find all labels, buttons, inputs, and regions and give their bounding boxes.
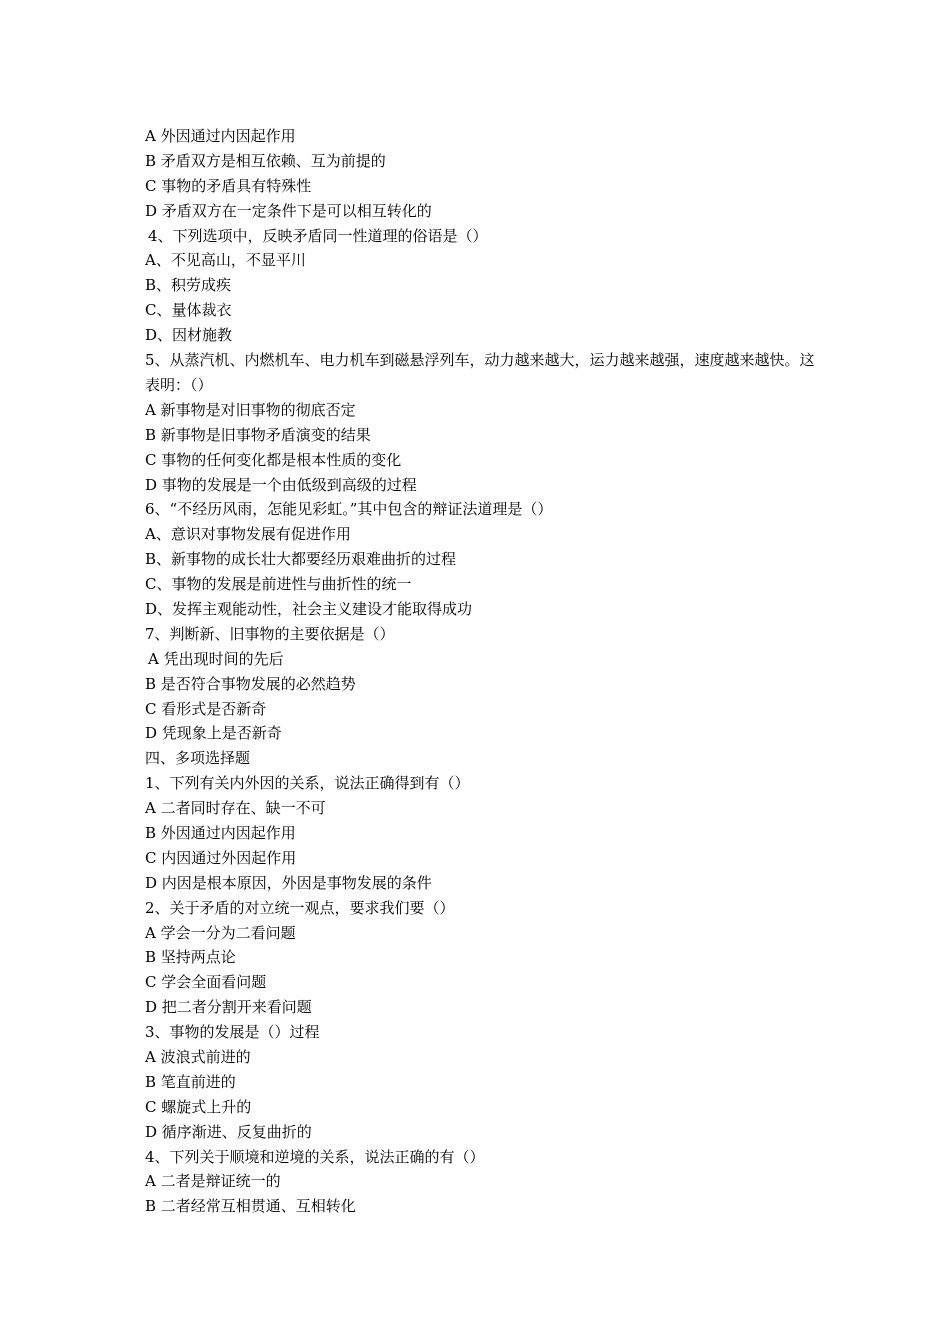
option-line: A 波浪式前进的	[145, 1047, 251, 1066]
option-line: D 凭现象上是否新奇	[145, 724, 282, 743]
option-line: A 外因通过内因起作用	[145, 127, 296, 145]
option-line: A 学会一分为二看问题	[145, 923, 296, 942]
option-line: C 看形式是否新奇	[145, 699, 267, 718]
question-line: 2、关于矛盾的对立统一观点，要求我们要（）	[145, 898, 455, 917]
option-line: D 循序渐进、反复曲折的	[145, 1122, 312, 1141]
option-line: B 坚持两点论	[145, 948, 236, 967]
option-line: B、新事物的成长壮大都要经历艰难曲折的过程	[145, 550, 457, 569]
section-heading: 四、多项选择题	[145, 749, 251, 768]
option-line: C 事物的任何变化都是根本性质的变化	[145, 450, 402, 469]
option-line: D 矛盾双方在一定条件下是可以相互转化的	[145, 201, 432, 220]
option-line: A 凭出现时间的先后	[148, 649, 284, 668]
option-line: A、不见高山，不显平川	[145, 251, 306, 270]
question-line: 3、事物的发展是（）过程	[145, 1023, 320, 1042]
option-line: C、事物的发展是前进性与曲折性的统一	[145, 575, 412, 594]
option-line: D 内因是根本原因，外因是事物发展的条件	[145, 873, 432, 892]
option-line: B 外因通过内因起作用	[145, 823, 296, 842]
question-line: 4、下列选项中，反映矛盾同一性道理的俗语是（）	[148, 226, 488, 245]
question-line: 7、判断新、旧事物的主要依据是（）	[145, 624, 395, 643]
option-line: A 二者同时存在、缺一不可	[145, 799, 326, 818]
question-line: 4、下列关于顺境和逆境的关系，说法正确的有（）	[145, 1147, 485, 1166]
option-line: C、量体裁衣	[145, 301, 232, 320]
option-line: C 内因通过外因起作用	[145, 848, 297, 867]
option-line: B 矛盾双方是相互依赖、互为前提的	[145, 151, 386, 170]
option-line: B 新事物是旧事物矛盾演变的结果	[145, 425, 371, 444]
option-line: A、意识对事物发展有促进作用	[145, 525, 351, 544]
question-line: 1、下列有关内外因的关系，说法正确得到有（）	[145, 774, 470, 793]
option-line: A 新事物是对旧事物的彻底否定	[145, 400, 356, 419]
option-line: B 笔直前进的	[145, 1072, 236, 1091]
option-line: B 是否符合事物发展的必然趋势	[145, 674, 356, 693]
option-line: D、因材施教	[145, 326, 233, 345]
document-body	[145, 124, 815, 1219]
option-line: B 二者经常互相贯通、互相转化	[145, 1197, 356, 1216]
option-line: A 二者是辩证统一的	[145, 1172, 281, 1191]
option-line: D 把二者分割开来看问题	[145, 998, 312, 1017]
option-line: D、发挥主观能动性，社会主义建设才能取得成功	[145, 599, 473, 618]
question-line: 6、“不经历风雨，怎能见彩虹。”其中包含的辩证法道理是（）	[145, 500, 553, 519]
question-line: 5、从蒸汽机、内燃机车、电力机车到磁悬浮列车，动力越来越大，运力越来越强，速度越来越快。这表明：（）	[145, 351, 815, 394]
option-line: C 螺旋式上升的	[145, 1097, 252, 1116]
option-line: B、积劳成疾	[145, 276, 232, 295]
option-line: C 学会全面看问题	[145, 973, 267, 992]
option-line: D 事物的发展是一个由低级到高级的过程	[145, 475, 417, 494]
option-line: C 事物的矛盾具有特殊性	[145, 176, 312, 195]
